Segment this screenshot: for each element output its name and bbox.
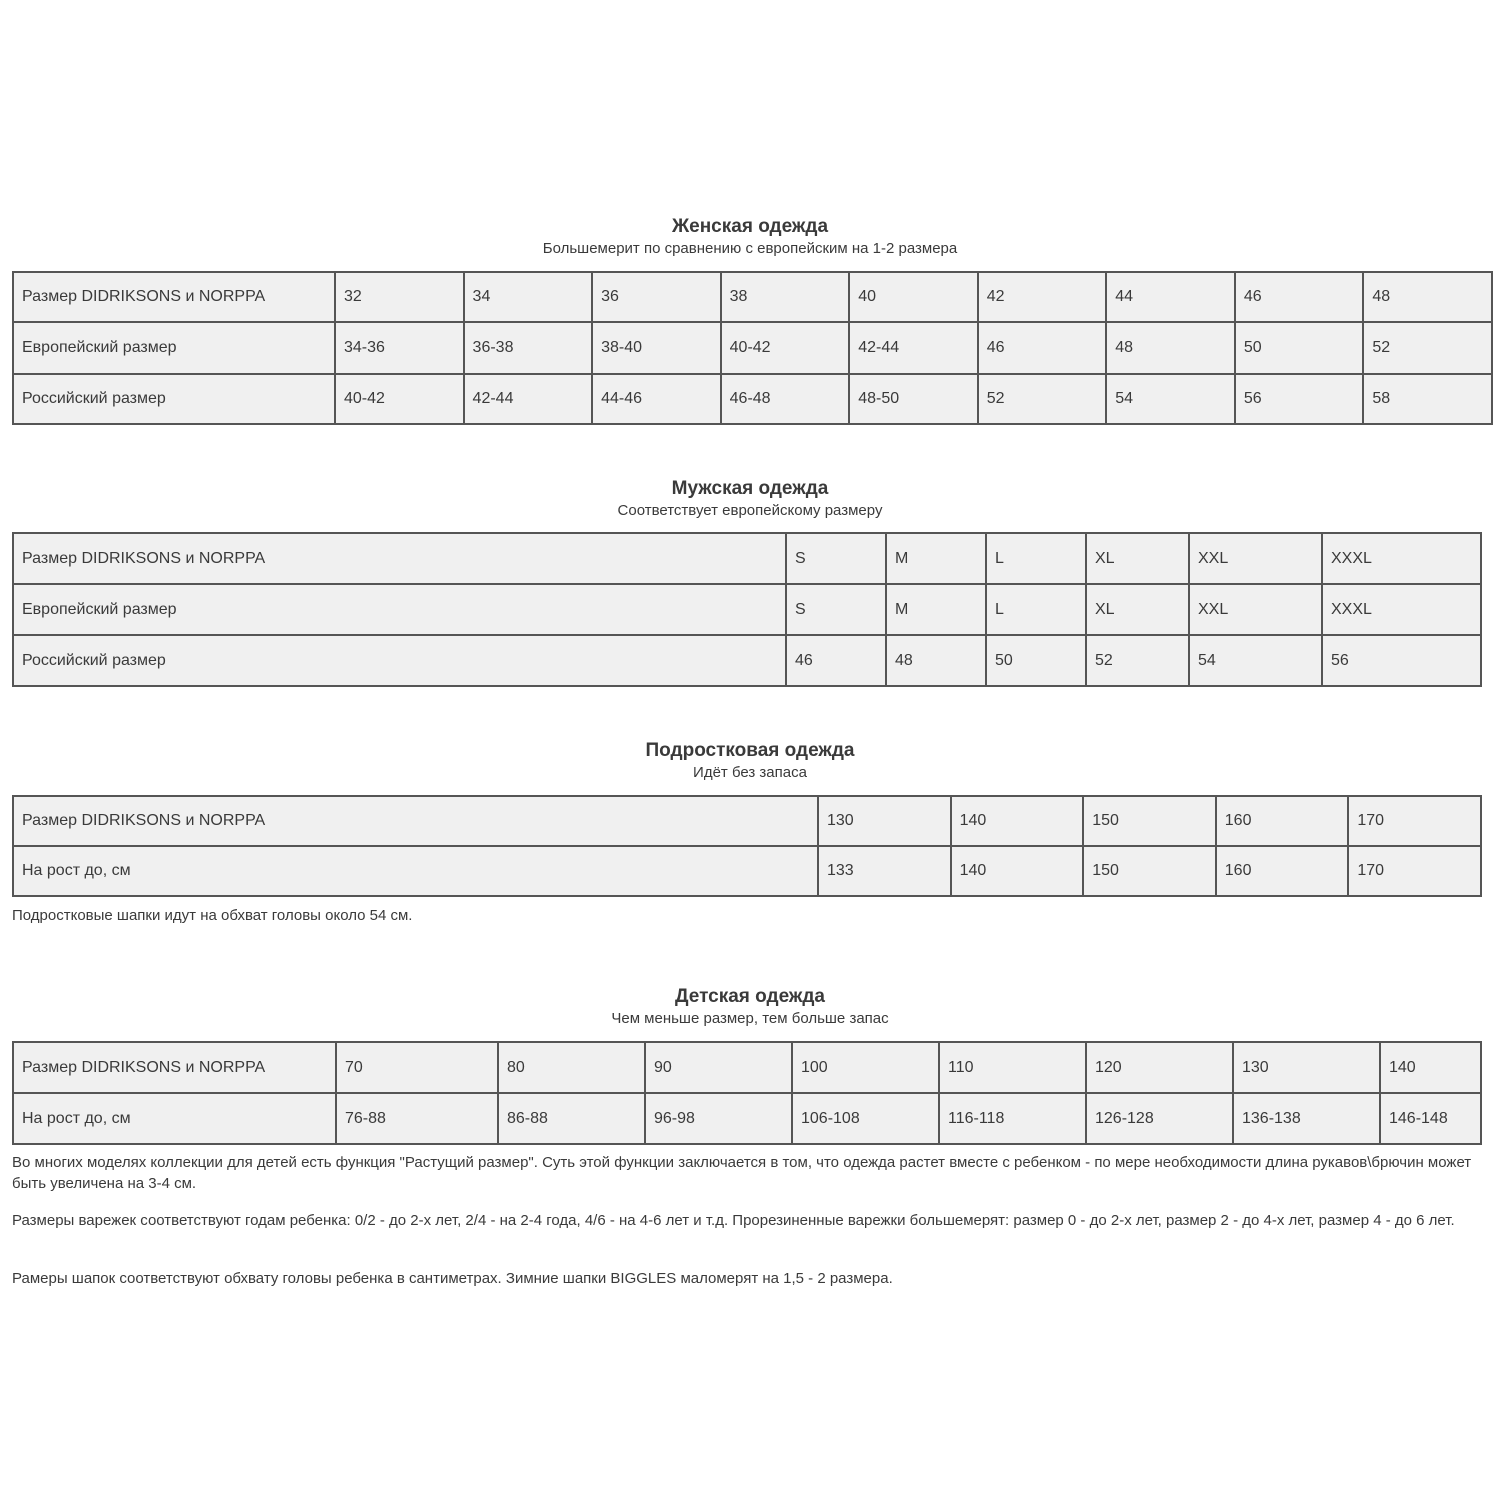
table-cell: 126-128: [1086, 1093, 1233, 1144]
table-cell: 76-88: [336, 1093, 498, 1144]
table-cell: S: [786, 584, 886, 635]
table-cell: XXL: [1189, 584, 1322, 635]
kids-mittens-note: Размеры варежек соответствуют годам ребенка: 0/2 - до 2-х лет, 2/4 - на 2-4 года, 4/6 - на 4-6 лет и т.д. Прорезиненные варежки большемерят: размер 0 - до 2-х лет, размер 2 - до 4-х лет, размер 4 - до 6 лет.: [12, 1212, 1455, 1229]
table-cell: XXXL: [1322, 584, 1481, 635]
table-cell: 170: [1348, 796, 1481, 846]
table-cell: 130: [818, 796, 951, 846]
kids-growing-size-note: Во многих моделях коллекции для детей есть функция "Растущий размер". Суть этой функции заключается в том, что одежда растет вместе с ребенком - по мере необходимости длина рукавов\брючин может быть увеличена на 3-4 см.: [12, 1154, 1472, 1192]
kids-size-table: [12, 1041, 1482, 1145]
teen-section: [0, 739, 1500, 783]
table-cell: 48-50: [849, 374, 978, 424]
table-cell: 133: [818, 846, 951, 896]
teen-size-table: [12, 795, 1482, 897]
table-cell: 120: [1086, 1042, 1233, 1093]
table-row: [13, 374, 1492, 424]
table-cell: 54: [1106, 374, 1235, 424]
table-cell: 42-44: [464, 374, 593, 424]
table-cell: 96-98: [645, 1093, 792, 1144]
table-cell: 44: [1106, 272, 1235, 322]
table-cell: 136-138: [1233, 1093, 1380, 1144]
table-cell: 150: [1083, 846, 1216, 896]
table-row: [13, 584, 1481, 635]
table-cell: 70: [336, 1042, 498, 1093]
women-section: [0, 215, 1500, 259]
table-cell: 36-38: [464, 322, 593, 374]
table-cell: 50: [1235, 322, 1364, 374]
table-cell: 52: [1363, 322, 1492, 374]
table-row: [13, 533, 1481, 584]
table-cell: 52: [1086, 635, 1189, 686]
table-cell: 38: [721, 272, 850, 322]
table-row: [13, 796, 1481, 846]
row-label: Размер DIDRIKSONS и NORPPA: [13, 533, 786, 584]
table-cell: 140: [1380, 1042, 1481, 1093]
men-subtitle: Соответствует европейскому размеру: [617, 502, 883, 519]
table-cell: XL: [1086, 533, 1189, 584]
women-subtitle: Большемерит по сравнению с европейским на 1-2 размера: [542, 240, 958, 257]
table-cell: 54: [1189, 635, 1322, 686]
table-cell: 160: [1216, 796, 1349, 846]
table-cell: 160: [1216, 846, 1349, 896]
table-cell: 130: [1233, 1042, 1380, 1093]
kids-hats-note: Рамеры шапок соответствуют обхвату головы ребенка в сантиметрах. Зимние шапки BIGGLES маломерят на 1,5 - 2 размера.: [12, 1270, 893, 1287]
table-cell: 48: [1106, 322, 1235, 374]
table-cell: 52: [978, 374, 1107, 424]
table-cell: 90: [645, 1042, 792, 1093]
table-cell: 32: [335, 272, 464, 322]
table-cell: 170: [1348, 846, 1481, 896]
row-label: Европейский размер: [13, 322, 335, 374]
kids-section: [0, 985, 1500, 1029]
table-cell: 116-118: [939, 1093, 1086, 1144]
table-cell: 36: [592, 272, 721, 322]
table-cell: 40: [849, 272, 978, 322]
teen-title: Подростковая одежда: [645, 740, 855, 761]
table-cell: 140: [951, 796, 1084, 846]
table-cell: 44-46: [592, 374, 721, 424]
table-cell: 42-44: [849, 322, 978, 374]
teen-hat-note: Подростковые шапки идут на обхват головы около 54 см.: [12, 907, 413, 924]
teen-subtitle: Идёт без запаса: [693, 764, 807, 781]
table-cell: S: [786, 533, 886, 584]
table-cell: XXXL: [1322, 533, 1481, 584]
table-cell: 34: [464, 272, 593, 322]
table-cell: M: [886, 584, 986, 635]
row-label: На рост до, см: [13, 846, 818, 896]
row-label: Европейский размер: [13, 584, 786, 635]
table-cell: 34-36: [335, 322, 464, 374]
kids-subtitle: Чем меньше размер, тем больше запас: [611, 1010, 889, 1027]
table-cell: 100: [792, 1042, 939, 1093]
table-row: [13, 272, 1492, 322]
table-cell: 42: [978, 272, 1107, 322]
table-cell: 86-88: [498, 1093, 645, 1144]
men-title: Мужская одежда: [671, 478, 829, 499]
table-cell: 38-40: [592, 322, 721, 374]
row-label: На рост до, см: [13, 1093, 336, 1144]
table-row: [13, 635, 1481, 686]
row-label: Российский размер: [13, 374, 335, 424]
table-row: [13, 1042, 1481, 1093]
table-cell: 146-148: [1380, 1093, 1481, 1144]
table-cell: XXL: [1189, 533, 1322, 584]
table-cell: 48: [1363, 272, 1492, 322]
row-label: Размер DIDRIKSONS и NORPPA: [13, 272, 335, 322]
table-cell: 110: [939, 1042, 1086, 1093]
table-cell: 56: [1235, 374, 1364, 424]
kids-title: Детская одежда: [675, 986, 825, 1007]
table-cell: 56: [1322, 635, 1481, 686]
table-cell: 50: [986, 635, 1086, 686]
table-cell: 46: [978, 322, 1107, 374]
women-size-table: [12, 271, 1493, 425]
table-row: [13, 322, 1492, 374]
row-label: Размер DIDRIKSONS и NORPPA: [13, 796, 818, 846]
table-row: [13, 1093, 1481, 1144]
men-section: [0, 477, 1500, 521]
table-cell: L: [986, 533, 1086, 584]
row-label: Размер DIDRIKSONS и NORPPA: [13, 1042, 336, 1093]
table-cell: L: [986, 584, 1086, 635]
table-cell: 48: [886, 635, 986, 686]
women-title: Женская одежда: [671, 216, 829, 237]
table-cell: 46: [1235, 272, 1364, 322]
table-cell: 140: [951, 846, 1084, 896]
table-cell: 58: [1363, 374, 1492, 424]
table-row: [13, 846, 1481, 896]
table-cell: 150: [1083, 796, 1216, 846]
table-cell: 46: [786, 635, 886, 686]
table-cell: 46-48: [721, 374, 850, 424]
table-cell: XL: [1086, 584, 1189, 635]
men-size-table: [12, 532, 1482, 687]
table-cell: M: [886, 533, 986, 584]
table-cell: 106-108: [792, 1093, 939, 1144]
table-cell: 40-42: [335, 374, 464, 424]
row-label: Российский размер: [13, 635, 786, 686]
table-cell: 80: [498, 1042, 645, 1093]
table-cell: 40-42: [721, 322, 850, 374]
